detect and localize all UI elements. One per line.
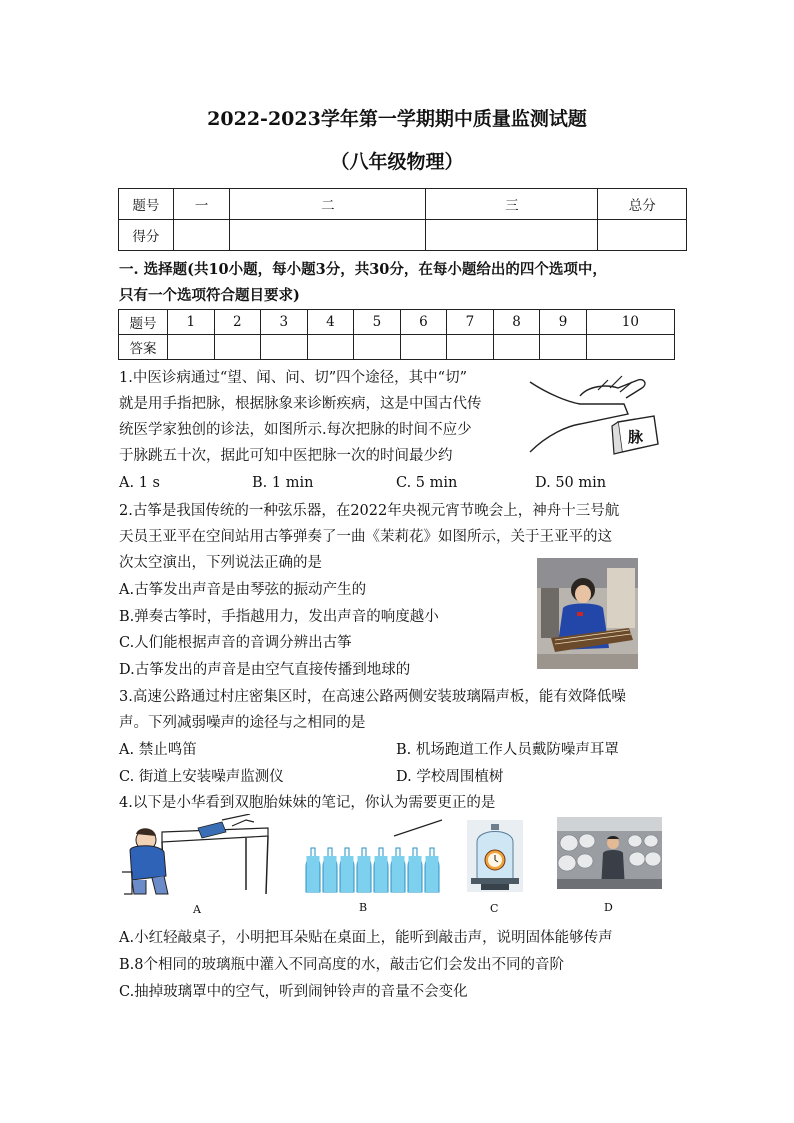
q2-option: B.弹奏古筝时，手指越用力，发出声音的响度越小: [119, 609, 439, 625]
page-title: 2022-2023学年第一学期期中质量监测试题: [207, 108, 587, 130]
bottle-water: [409, 856, 422, 892]
bottle-water: [341, 856, 354, 892]
answer-number-cell: 6: [400, 310, 447, 335]
q2-line: 次太空演出，下列说法正确的是: [119, 555, 322, 571]
q3-option: B. 机场跑道工作人员戴防噪声耳罩: [396, 742, 619, 758]
answer-cell[interactable]: [307, 335, 354, 360]
answer-number-cell: 3: [261, 310, 308, 335]
figure-label-c: C: [490, 902, 499, 915]
score-header-cell: 总分: [598, 189, 687, 220]
q1-option: D. 50 min: [535, 475, 607, 491]
answer-cell[interactable]: [540, 335, 587, 360]
q2-option: D.古筝发出的声音是由空气直接传播到地球的: [119, 662, 411, 678]
answer-cell[interactable]: [586, 335, 674, 360]
answer-header-label: 题号: [119, 310, 168, 335]
section-heading-line2: 只有一个选项符合题目要求): [119, 287, 300, 304]
water-bottles-figure: [302, 818, 448, 894]
bottle-water: [324, 856, 337, 892]
answer-number-cell: 10: [586, 310, 674, 335]
q4-option: B.8个相同的玻璃瓶中灌入不同高度的水，敲击它们会发出不同的音阶: [119, 957, 564, 973]
q1-line: 统医学家独创的诊法，如图所示.每次把脉的时间不应少: [119, 422, 472, 438]
q2-option: A.古筝发出声音是由琴弦的振动产生的: [119, 582, 367, 598]
bell-jar-figure: [467, 820, 523, 892]
answer-cell[interactable]: [400, 335, 447, 360]
q2-line: 2.古筝是我国传统的一种弦乐器，在2022年央视元宵节晚会上，神舟十三号航: [119, 503, 620, 519]
q1-option: C. 5 min: [396, 475, 458, 491]
q3-option: D. 学校周围植树: [396, 769, 504, 785]
answer-cell[interactable]: [168, 335, 215, 360]
bottle-water: [375, 856, 388, 892]
page-subtitle: （八年级物理）: [330, 151, 464, 173]
factory-photo: [557, 817, 662, 889]
score-row-label: 得分: [119, 220, 174, 251]
q4-option: A.小红轻敲桌子，小明把耳朵贴在桌面上，能听到敲击声，说明固体能够传声: [119, 930, 613, 946]
answer-cell[interactable]: [214, 335, 261, 360]
score-cell: [426, 220, 598, 251]
q3-option: C. 街道上安装噪声监测仪: [119, 769, 284, 785]
pulse-figure: [528, 374, 660, 470]
answer-number-cell: 2: [214, 310, 261, 335]
score-cell: [598, 220, 687, 251]
pulse-figure-label: 脉: [628, 428, 644, 446]
bottle-water: [358, 856, 371, 892]
answer-number-cell: 5: [354, 310, 401, 335]
table-listening-figure: [122, 814, 270, 896]
figure-label-a: A: [193, 903, 201, 916]
score-cell: [230, 220, 426, 251]
q1-line: 就是用手指把脉，根据脉象来诊断疾病，这是中国古代传: [119, 396, 482, 412]
answer-number-cell: 1: [168, 310, 215, 335]
bottle-water: [392, 856, 405, 892]
answer-cell[interactable]: [261, 335, 308, 360]
score-header-cell: 二: [230, 189, 426, 220]
answer-cell[interactable]: [493, 335, 540, 360]
figure-label-b: B: [359, 901, 368, 914]
q4-option: C.抽掉玻璃罩中的空气，听到闹钟铃声的音量不会变化: [119, 984, 468, 1000]
guzheng-photo: [537, 558, 638, 669]
score-header-cell: 一: [173, 189, 230, 220]
bottle-water: [307, 856, 320, 892]
q1-option: B. 1 min: [252, 475, 314, 491]
answer-number-cell: 9: [540, 310, 587, 335]
answer-cell[interactable]: [354, 335, 401, 360]
section-heading-line1: 一. 选择题(共10小题，每小题3分，共30分，在每小题给出的四个选项中，: [119, 261, 607, 278]
q2-line: 天员王亚平在空间站用古筝弹奏了一曲《茉莉花》如图所示，关于王亚平的这: [119, 529, 612, 545]
answer-number-cell: 4: [307, 310, 354, 335]
score-header-cell: 三: [426, 189, 598, 220]
q1-line: 1.中医诊病通过“望、闻、问、切”四个途径，其中“切”: [119, 370, 467, 386]
answer-table: [118, 309, 675, 360]
q2-option: C.人们能根据声音的音调分辨出古筝: [119, 635, 352, 651]
q3-line: 3.高速公路通过村庄密集区时，在高速公路两侧安装玻璃隔声板，能有效降低噪: [119, 689, 626, 705]
score-cell: [173, 220, 230, 251]
score-table: [118, 188, 687, 251]
answer-cell[interactable]: [447, 335, 494, 360]
answer-number-cell: 7: [447, 310, 494, 335]
q1-option: A. 1 s: [119, 475, 160, 491]
q3-option: A. 禁止鸣笛: [119, 742, 197, 758]
q4-stem: 4.以下是小华看到双胞胎妹妹的笔记，你认为需要更正的是: [119, 795, 496, 811]
figure-label-d: D: [604, 901, 613, 914]
score-header-cell: 题号: [119, 189, 174, 220]
q3-line: 声。下列减弱噪声的途径与之相同的是: [119, 715, 366, 731]
q1-line: 于脉跳五十次，据此可知中医把脉一次的时间最少约: [119, 448, 453, 464]
answer-number-cell: 8: [493, 310, 540, 335]
bottle-water: [426, 856, 439, 892]
answer-row-label: 答案: [119, 335, 168, 360]
